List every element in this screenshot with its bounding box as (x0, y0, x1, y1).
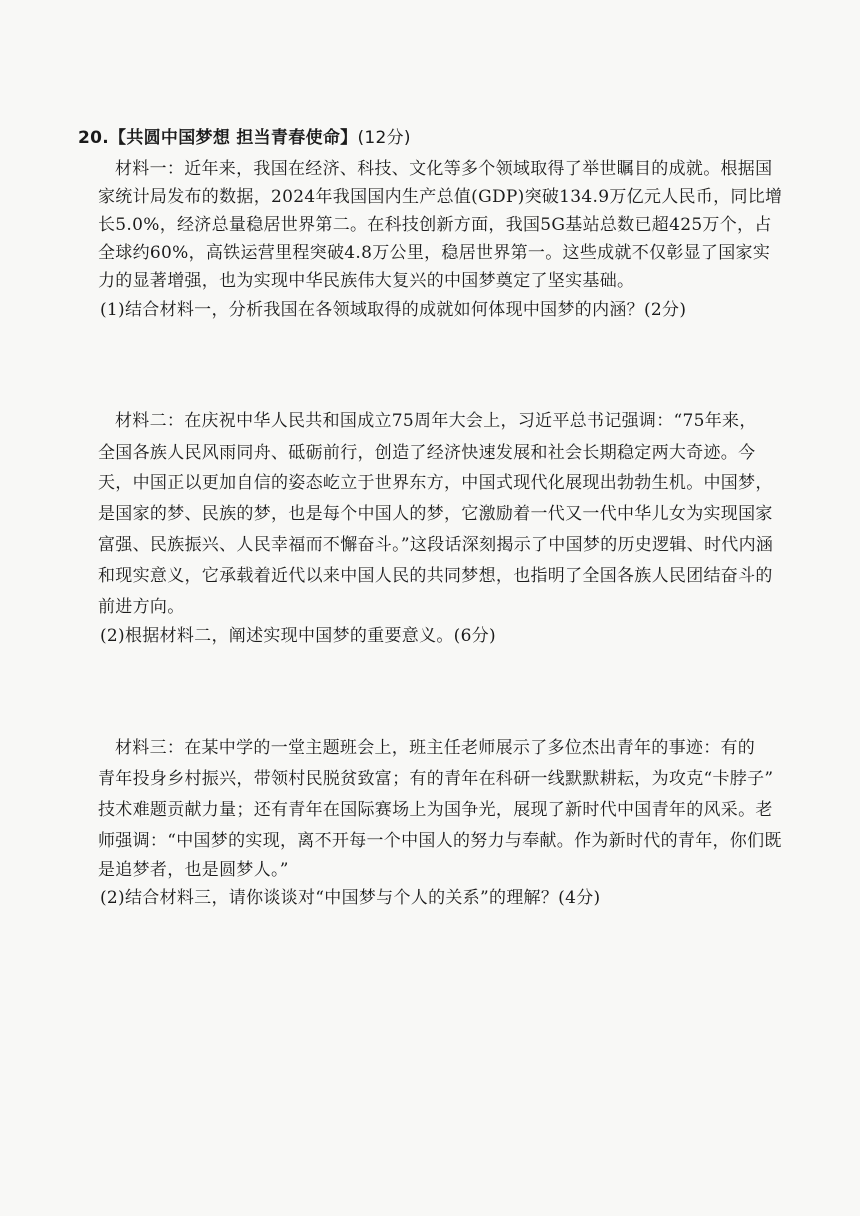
material3-line-2: 青年投身乡村振兴，带领村民脱贫致富；有的青年在科研一线默默耕耘，为攻克“卡脖子” (98, 769, 774, 789)
question-header (78, 127, 411, 149)
material3-line-4: 师强调：“中国梦的实现，离不开每一个中国人的努力与奉献。作为新时代的青年，你们既 (98, 831, 782, 851)
material1-question: (1)结合材料一，分析我国在各领域取得的成就如何体现中国梦的内涵？(2分) (100, 300, 687, 320)
material2-line-1: 材料二：在庆祝中华人民共和国成立75周年大会上，习近平总书记强调：“75年来， (115, 411, 757, 431)
material3-line-5: 是追梦者，也是圆梦人。” (98, 860, 289, 880)
material2-question: (2)根据材料二，阐述实现中国梦的重要意义。(6分) (100, 626, 496, 646)
material1-line-3: 长5.0%，经济总量稳居世界第二。在科技创新方面，我国5G基站总数已超425万个，占 (98, 215, 772, 235)
question-points: (12分) (357, 128, 411, 148)
material1-line-1: 材料一：近年来，我国在经济、科技、文化等多个领域取得了举世瞩目的成就。根据国 (115, 159, 773, 179)
material2-line-4: 是国家的梦、民族的梦，也是每个中国人的梦，它激励着一代又一代中华儿女为实现国家 (98, 504, 773, 524)
material2-line-2: 全国各族人民风雨同舟、砥砺前行，创造了经济快速发展和社会长期稳定两大奇迹。今 (98, 443, 756, 463)
material2-line-7: 前进方向。 (98, 597, 185, 617)
material1-line-4: 全球约60%，高铁运营里程突破4.8万公里，稳居世界第一。这些成就不仅彰显了国家实 (98, 243, 771, 263)
question-number: 20. (78, 128, 110, 148)
question-title: 【共圆中国梦想 担当青春使命】 (109, 128, 358, 148)
material2-line-6: 和现实意义，它承载着近代以来中国人民的共同梦想，也指明了全国各族人民团结奋斗的 (98, 566, 773, 586)
material3-line-3: 技术难题贡献力量；还有青年在国际赛场上为国争光，展现了新时代中国青年的风采。老 (98, 800, 773, 820)
material1-line-5: 力的显著增强，也为实现中华民族伟大复兴的中国梦奠定了坚实基础。 (98, 271, 635, 291)
material2-line-5: 富强、民族振兴、人民幸福而不懈奋斗。”这段话深刻揭示了中国梦的历史逻辑、时代内涵 (98, 535, 774, 555)
material1-line-2: 家统计局发布的数据，2024年我国国内生产总值(GDP)突破134.9万亿元人民币，同比增 (98, 187, 783, 207)
material2-line-3: 天，中国正以更加自信的姿态屹立于世界东方，中国式现代化展现出勃勃生机。中国梦， (98, 473, 773, 493)
material3-question: (2)结合材料三，请你谈谈对“中国梦与个人的关系”的理解？(4分) (100, 888, 601, 908)
material3-line-1: 材料三：在某中学的一堂主题班会上，班主任老师展示了多位杰出青年的事迹：有的 (115, 738, 756, 758)
